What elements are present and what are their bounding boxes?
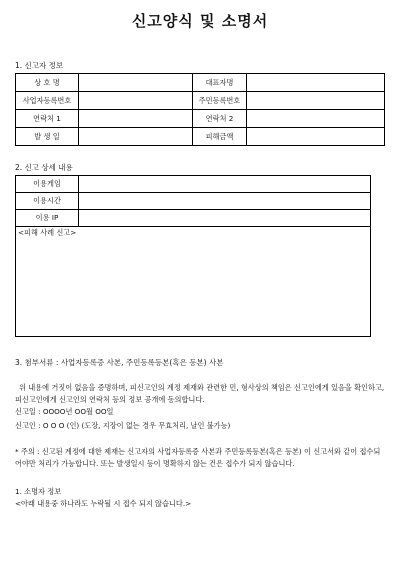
reporter-line: 신고인 : O O O (인) (도장, 지장이 없는 경우 무효처리, 날인 불가능): [15, 421, 231, 430]
table-row: [16, 176, 371, 193]
resident-number-field[interactable]: [247, 92, 385, 110]
label-business-number: 사업자등록번호: [16, 92, 79, 110]
ceo-name-field[interactable]: [247, 74, 385, 92]
label-contact-1: 연락처 1: [16, 110, 79, 128]
label-damage-amount: 피해금액: [193, 128, 247, 146]
table-row: [16, 92, 385, 110]
label-ceo-name: 대표자명: [193, 74, 247, 92]
table-row: [16, 128, 385, 146]
section2-heading: 2. 신고 상세 내용: [15, 163, 73, 172]
label-usage-ip: 이용 IP: [16, 210, 79, 227]
label-contact-2: 연락처 2: [193, 110, 247, 128]
table-row: [16, 74, 385, 92]
occurrence-date-field[interactable]: [79, 128, 193, 146]
reporter-info-table: [15, 73, 385, 146]
damage-amount-field[interactable]: [247, 128, 385, 146]
contact-1-field[interactable]: [79, 110, 193, 128]
statement-text: 위 내용에 거짓이 없음을 증명하며, 피신고인의 계정 제재와 관련한 민, 형사상의 책임은 신고인에게 있음을 확인하고, 피신고인에게 신고인의 연락처 등의 정보 공개에 동의합니다.: [15, 383, 385, 404]
section1-heading: 1. 신고자 정보: [15, 61, 64, 70]
contact-2-field[interactable]: [247, 110, 385, 128]
damage-report-area[interactable]: [16, 227, 371, 337]
section3-heading: 3. 첨부서류 : 사업자등록증 사본, 주민등록등본(혹은 등본) 사본: [15, 358, 224, 367]
game-field[interactable]: [79, 176, 371, 193]
table-row: [16, 193, 371, 210]
report-detail-table: [15, 175, 371, 337]
label-usage-time: 이용시간: [16, 193, 79, 210]
usage-ip-field[interactable]: [79, 210, 371, 227]
explain-heading: 1. 소명자 정보: [15, 487, 62, 496]
label-game: 이용게임: [16, 176, 79, 193]
table-row: [16, 110, 385, 128]
label-resident-number: 주민등록번호: [193, 92, 247, 110]
page-title: 신고양식 및 소명서: [131, 12, 269, 30]
damage-report-label: <피해 사례 신고>: [18, 228, 77, 237]
business-number-field[interactable]: [79, 92, 193, 110]
table-row: [16, 210, 371, 227]
usage-time-field[interactable]: [79, 193, 371, 210]
notice-text: * 주의 : 신고된 계정에 대한 제재는 신고자의 사업자등록증 사본과 주민등록등본(혹은 등본) 이 신고서와 같이 접수되어야만 처리가 가능합니다. 또는 발생일시 등이 명확하지 않는 건은 접수가 되지 않습니다.: [15, 447, 381, 468]
company-name-field[interactable]: [79, 74, 193, 92]
explain-note: <아래 내용중 하나라도 누락될 시 접수 되지 않습니다.>: [15, 499, 192, 508]
report-date-line: 신고일 : OOOO년 OO월 OO일: [15, 407, 114, 416]
table-row: [16, 227, 371, 337]
label-company-name: 상 호 명: [16, 74, 79, 92]
label-occurrence-date: 발 생 일: [16, 128, 79, 146]
